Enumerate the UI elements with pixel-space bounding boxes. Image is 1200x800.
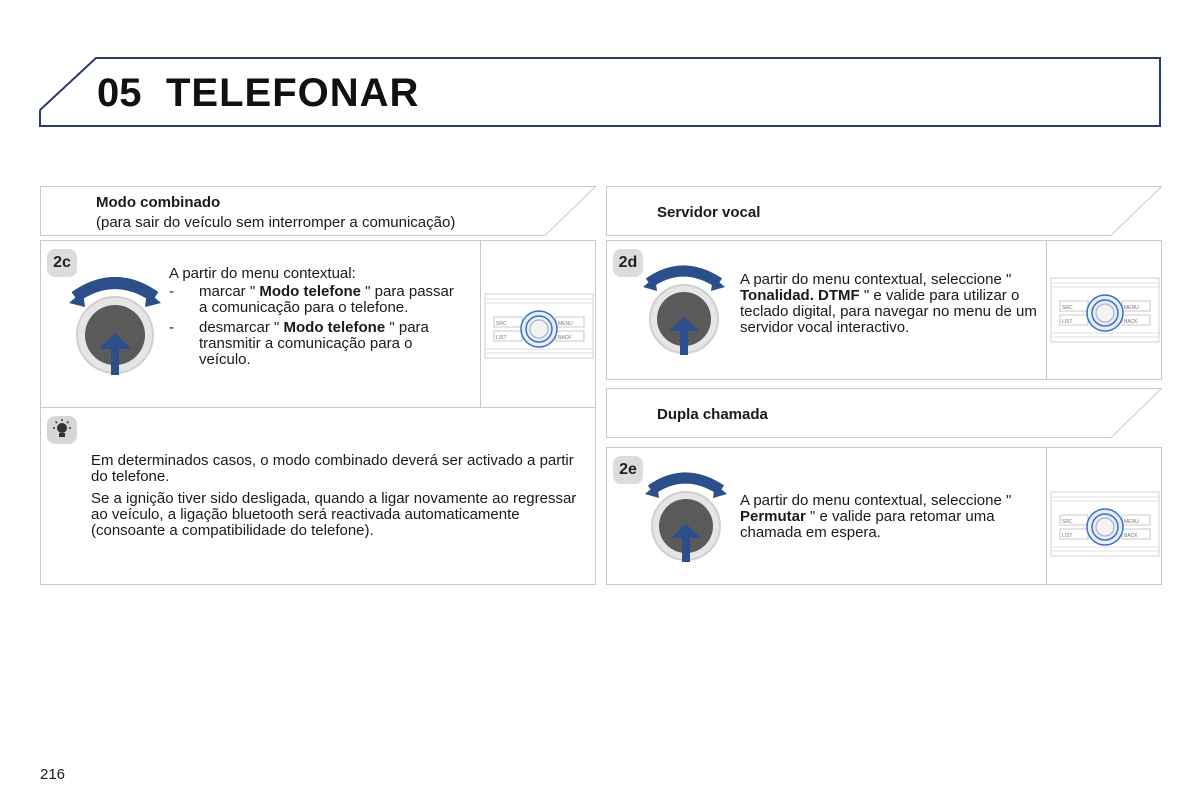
rotary-knob-press-icon (643, 265, 743, 361)
rotary-knob-press-icon (645, 472, 745, 568)
note-text (91, 453, 581, 539)
step-item: - marcar " Modo telefone " para passar a comunicação para o telefone. (169, 284, 459, 316)
lightbulb-icon (47, 416, 77, 444)
section-title: Dupla chamada (657, 406, 768, 423)
panel-label: SRC (1062, 305, 1073, 311)
section-subtitle: (para sair do veículo sem interromper a comunicação) (96, 214, 456, 231)
chapter-number: 05 (97, 71, 142, 115)
panel-label: BACK (558, 335, 572, 341)
modo-combinado-titlebar (40, 186, 596, 236)
note-paragraph: Se a ignição tiver sido desligada, quando a ligar novamente ao regressar ao veículo, a ligação bluetooth será reactivada automaticamente (consoante a compatibilidade do telefone). (91, 490, 577, 539)
divider (480, 241, 481, 407)
note-box (40, 407, 596, 585)
panel-label: MENU (1124, 519, 1139, 525)
panel-label: LIST (1062, 319, 1073, 325)
panel-label: BACK (1124, 533, 1138, 539)
panel-label: SRC (1062, 519, 1073, 525)
step-badge: 2d (613, 249, 643, 277)
section-title: Servidor vocal (657, 204, 761, 221)
intro-text: A partir do menu contextual: (169, 265, 356, 282)
servidor-vocal-step-box (606, 240, 1162, 380)
panel-label: MENU (1124, 305, 1139, 311)
note-paragraph: Em determinados casos, o modo combinado deverá ser activado a partir do telefone. (91, 452, 574, 485)
instructions (169, 266, 459, 372)
audio-panel-illustration (1050, 491, 1160, 557)
modo-combinado-step-box (40, 240, 596, 408)
steps-list (169, 284, 459, 368)
chapter-title: TELEFONAR (166, 71, 420, 115)
audio-panel-illustration (1050, 277, 1160, 343)
step-badge: 2e (613, 456, 643, 484)
divider (1046, 448, 1047, 584)
panel-label: MENU (558, 321, 573, 327)
divider (1046, 241, 1047, 379)
dupla-chamada-step-box (606, 447, 1162, 585)
dupla-chamada-titlebar (606, 388, 1162, 438)
step-item: - desmarcar " Modo telefone " para transmitir a comunicação para o veículo. (169, 320, 459, 368)
audio-panel-illustration (484, 293, 594, 359)
page-number: 216 (40, 766, 66, 783)
panel-label: LIST (496, 335, 507, 341)
servidor-vocal-titlebar (606, 186, 1162, 236)
panel-label: LIST (1062, 533, 1073, 539)
panel-label: BACK (1124, 319, 1138, 325)
step-badge: 2c (47, 249, 77, 277)
instructions: A partir do menu contextual, seleccione " Permutar " e valide para retomar uma chamada em espera. (740, 492, 1012, 541)
panel-label: SRC (496, 321, 507, 327)
instructions: A partir do menu contextual, seleccione " Tonalidad. DTMF " e valide para utilizar o teclado digital, para navegar no menu de um servidor vocal interactivo. (740, 271, 1037, 336)
section-title: Modo combinado (96, 194, 221, 211)
